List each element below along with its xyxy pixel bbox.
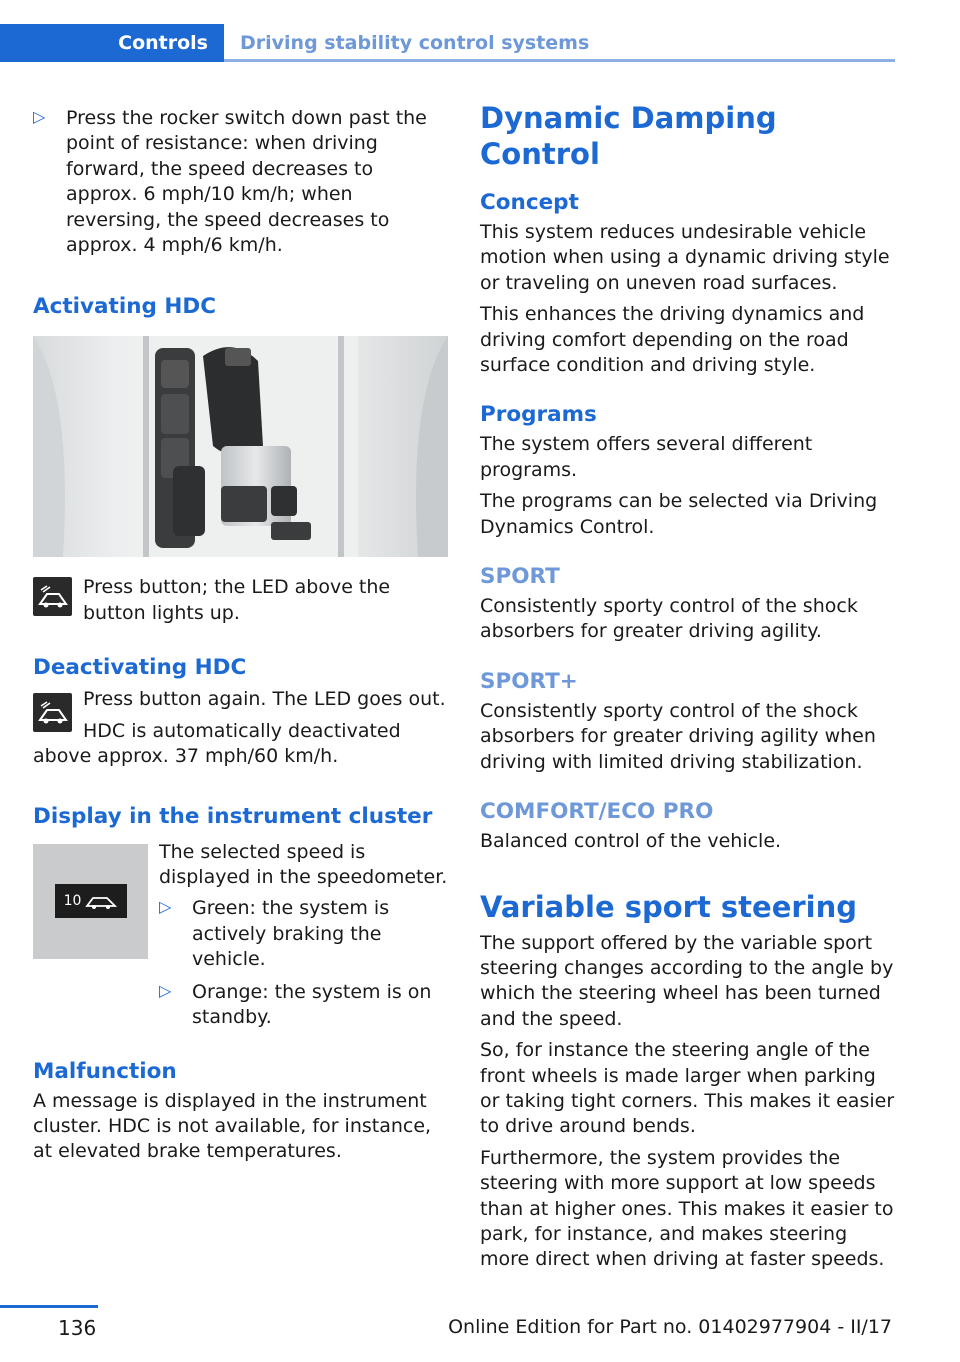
sportplus-heading: SPORT+ <box>480 668 578 694</box>
chapter-tab[interactable]: Controls <box>0 24 224 62</box>
deactivating-hdc-heading: Deactivating HDC <box>33 655 247 681</box>
display-row <box>33 840 448 1031</box>
console-illustration <box>33 336 448 557</box>
triangle-bullet-icon: ▷ <box>159 980 172 1000</box>
hdc-button-icon <box>33 577 72 616</box>
triangle-bullet-icon: ▷ <box>159 897 172 917</box>
display-text: The selected speed is displayed in the speedometer. ▷ Green: the system is actively braking the vehicle. ▷ Orange: the system is on standby. <box>159 840 448 1031</box>
edition-text: Online Edition for Part no. 01402977904 - II/17 <box>448 1316 892 1338</box>
page-number: 136 <box>58 1316 97 1340</box>
left-column: ▷ Press the rocker switch down past the point of resistance: when driving forward, the speed decreases to approx. 6 mph/10 km/h; when reversing, the speed decreases to approx. 4 mph/6 km/h. Activating HDC Press button; the LED above the button lights up. Deactivating HDC Press button again. The LED goes out. HDC is automatically deactivated above approx. 37 mph/60 km/h. Display in the instrument cluster 10 The selected speed is displayed in the speedometer. ▷ Green: the system is actively braking the vehicle. ▷ Orange: the system is on standby. Malfunction A message is displayed in the instrument cluster. HDC is not available, for instance, at elevated brake temperatures. <box>33 107 448 1163</box>
display-heading: Display in the instrument cluster <box>33 803 433 829</box>
deactivating-row: Press button again. The LED goes out. HDC is automatically deactivated above approx. 37 mph/60 km/h. <box>33 688 446 768</box>
instrument-cluster-image <box>33 844 148 959</box>
comfort-heading: COMFORT/ECO PRO <box>480 799 714 825</box>
activating-row: Press button; the LED above the button lights up. <box>33 575 448 647</box>
concept-heading: Concept <box>480 190 579 215</box>
hdc-car-icon <box>85 892 117 910</box>
vss-heading: Variable sport steering <box>480 889 858 924</box>
activating-hdc-heading: Activating HDC <box>33 294 217 320</box>
right-column: Dynamic Damping Control Concept This system reduces undesirable vehicle motion when using a dynamic driving style or traveling on uneven road surfaces. This enhances the driving dynamics and driving comfort depending on the road surface condition and driving style. Programs The system offers several different programs. The programs can be selected via Driving Dynamics Control. SPORT Consistently sporty control of the shock absorbers for greater driving agility. SPORT+ Consistently sporty control of the shock absorbers for greater driving agility when driving with limited driving stabilization. COMFORT/ECO PRO Balanced control of the vehicle. Variable sport steering The support offered by the variable sport steering changes according to the angle by which the steering wheel has been turned and the speed. So, for instance the steering angle of the front wheels is made larger when parking or taking tight corners. This makes it easier to drive around bends. Furthermore, the system provides the steering with more support at low speeds than at higher ones. This makes it easier to park, for instance, and makes steering more direct when driving at faster speeds. <box>480 100 898 1273</box>
ddc-heading: Dynamic Damping Control <box>480 101 777 171</box>
section-title[interactable]: Driving stability control systems <box>240 32 590 54</box>
bullet-green: ▷ Green: the system is actively braking the vehicle. <box>159 897 390 971</box>
triangle-bullet-icon: ▷ <box>33 107 46 126</box>
cluster-display <box>55 884 127 918</box>
hdc-button-icon <box>33 693 72 732</box>
speed-number: 10 <box>63 893 82 910</box>
footer-rule <box>0 1305 98 1308</box>
bullet-orange: ▷ Orange: the system is on standby. <box>159 980 432 1029</box>
malfunction-heading: Malfunction <box>33 1058 177 1084</box>
page-header <box>0 24 895 62</box>
sport-heading: SPORT <box>480 564 560 590</box>
bullet-rocker: ▷ Press the rocker switch down past the point of resistance: when driving forward, the speed decreases to approx. 6 mph/10 km/h; when reversing, the speed decreases to approx. 4 mph/6 km/h. <box>33 107 427 257</box>
hdc-console-photo <box>33 336 448 557</box>
header-rule <box>224 59 895 62</box>
programs-heading: Programs <box>480 402 597 428</box>
